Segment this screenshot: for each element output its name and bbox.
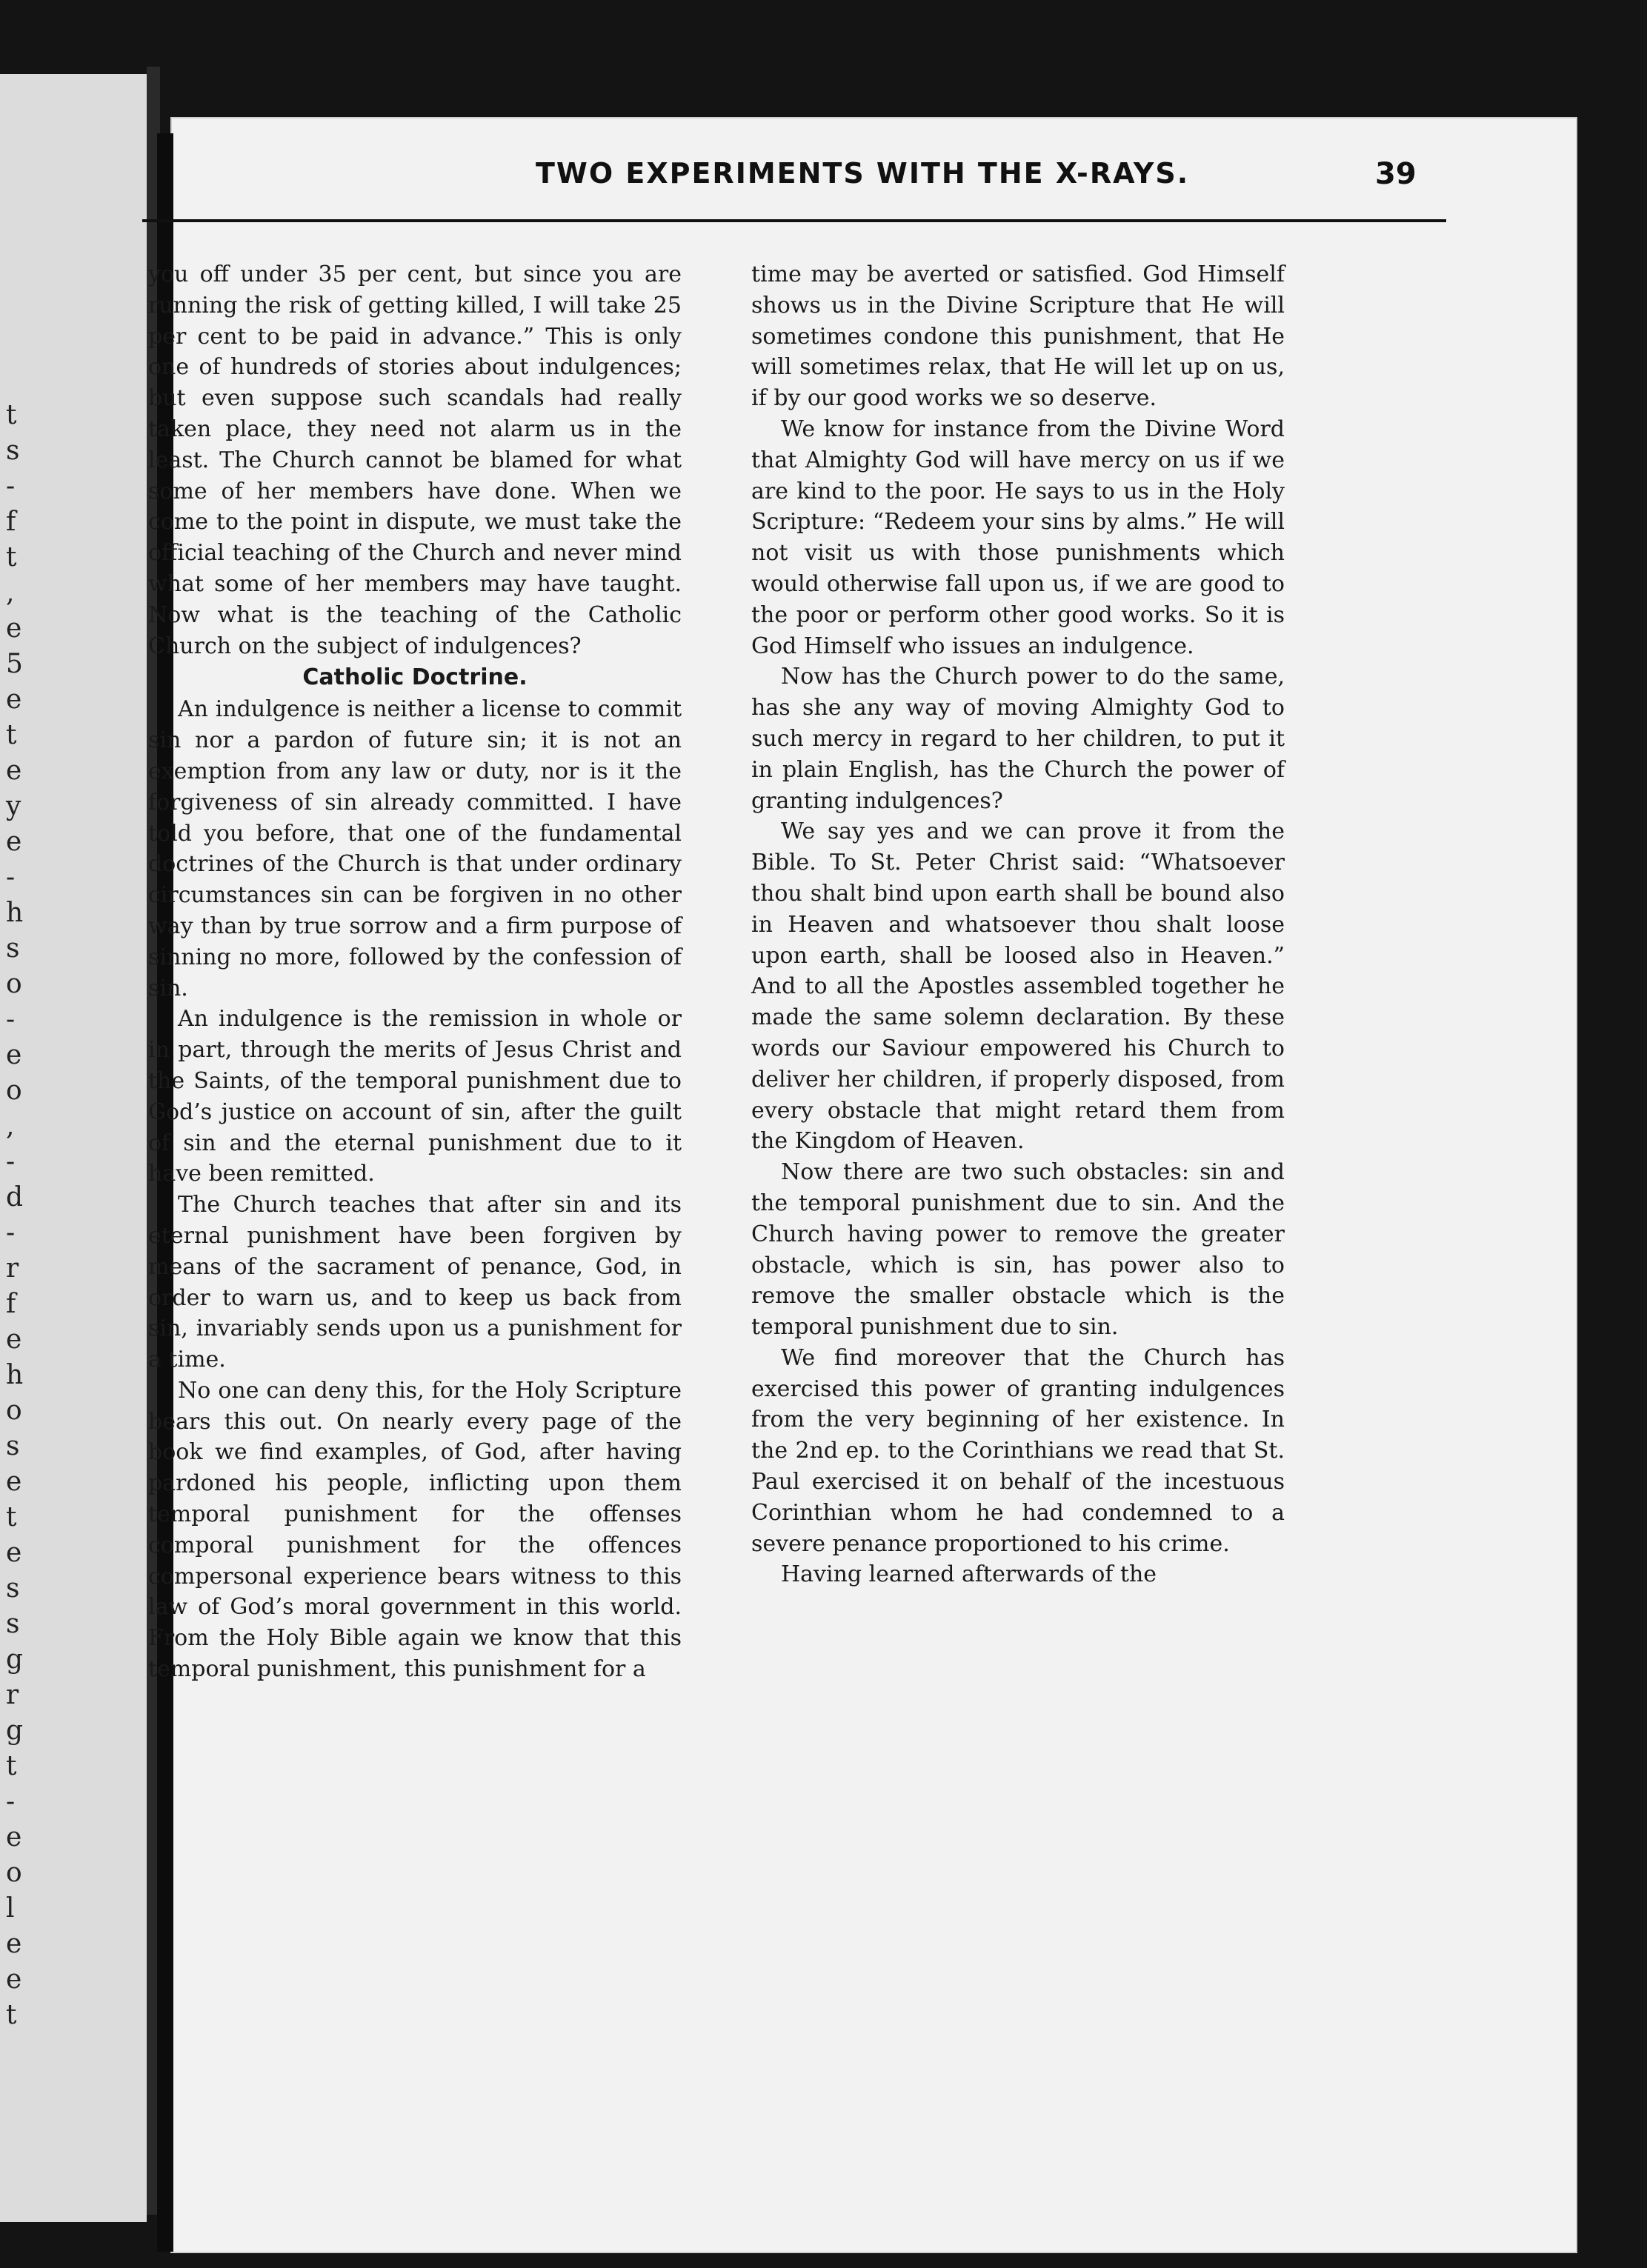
paragraph: The Church teaches that after sin and its eternal punishment have been forgiven by means of the sacrament of penance, God, in order to warn us, and to keep us back from sin, invariably sends upon us a punishment for a time. bbox=[148, 1192, 682, 1373]
margin-fragment-char: s bbox=[6, 1609, 20, 1639]
paragraph: No one can deny this, for the Holy Scripture bears this out. On nearly every page of the book we find examples, of God, after having pardoned his people, inflicting upon them temporal punishment for the offenses comporal punishment for the offences compersonal experience bears witness to this law of God’s moral government in this world. From the Holy Bible again we know that this temporal punishment, this punishment for a bbox=[148, 1377, 682, 1683]
margin-fragment-char: f bbox=[6, 507, 16, 537]
margin-fragment-char: - bbox=[6, 1787, 16, 1817]
margin-fragment-char: e bbox=[6, 684, 22, 715]
margin-fragment-char: e bbox=[6, 827, 22, 857]
margin-fragment-char: h bbox=[6, 1360, 24, 1390]
margin-fragment-char: - bbox=[6, 471, 16, 501]
margin-fragment-char: - bbox=[6, 1218, 16, 1248]
margin-fragment-char: , bbox=[6, 1111, 15, 1141]
margin-fragment-char: t bbox=[6, 720, 17, 750]
margin-fragment-char: e bbox=[6, 1822, 22, 1852]
margin-fragment-char: o bbox=[6, 1858, 22, 1888]
page-number: 39 bbox=[1375, 157, 1417, 191]
margin-fragment-char: - bbox=[6, 1004, 16, 1035]
margin-fragment-char: o bbox=[6, 1395, 22, 1426]
margin-fragment-char: l bbox=[6, 1893, 15, 1924]
paragraph: Now there are two such obstacles: sin and the temporal punishment due to sin. And the Church having power to remove the greater obstacle, which is sin, has power also to remove the smaller obstacle which is the temporal punishment due to sin. bbox=[751, 1159, 1285, 1341]
paragraph: We find moreover that the Church has exercised this power of granting indulgences from the very beginning of her existence. In the 2nd ep. to the Corinthians we read that St. Paul exercised it on behalf of the incestuous Corinthian whom he had condemned to a severe penance proportioned to his crime. bbox=[751, 1344, 1285, 1557]
margin-fragment-char: g bbox=[6, 1644, 24, 1675]
margin-fragment-char: t bbox=[6, 400, 17, 430]
margin-fragment-char: f bbox=[6, 1289, 16, 1319]
margin-fragment-char: e bbox=[6, 1538, 22, 1568]
margin-fragment-char: - bbox=[6, 1147, 16, 1177]
margin-fragment-char: e bbox=[6, 1324, 22, 1355]
section-subheading: Catholic Doctrine. bbox=[302, 664, 528, 691]
margin-fragment-char: t bbox=[6, 542, 17, 573]
margin-fragment-char: 5 bbox=[6, 649, 23, 679]
adjacent-page-margin bbox=[0, 74, 147, 2222]
margin-fragment-char: s bbox=[6, 933, 20, 964]
margin-fragment-char: e bbox=[6, 1964, 22, 1995]
paragraph: time may be averted or satisfied. God Himself shows us in the Divine Scripture that He will sometimes condone this punishment, that He will sometimes relax, that He will let up on us, if by our good works we so deserve. bbox=[751, 261, 1285, 412]
paragraph: We say yes and we can prove it from the Bible. To St. Peter Christ said: “Whatsoever thou shalt bind upon earth shall be bound also in Heaven and whatsoever thou shalt loose upon earth, shall be loosed also in Heaven.” And to all the Apostles assembled together he made the same solemn declaration. By these words our Saviour empowered his Church to deliver her children, if properly disposed, from every obstacle that might retard them from the Kingdom of Heaven. bbox=[751, 818, 1285, 1155]
margin-fragment-char: s bbox=[6, 1431, 20, 1461]
paragraph: Now has the Church power to do the same, has she any way of moving Almighty God to such mercy in regard to her children, to put it in plain English, has the Church the power of granting indulgences? bbox=[751, 664, 1285, 814]
margin-fragment-char: o bbox=[6, 969, 22, 999]
margin-fragment-char: d bbox=[6, 1182, 24, 1213]
margin-fragment-char: e bbox=[6, 1929, 22, 1959]
paragraph: Having learned afterwards of the bbox=[781, 1561, 1157, 1588]
margin-fragment-char: r bbox=[6, 1680, 19, 1710]
margin-fragment-char: , bbox=[6, 578, 15, 608]
margin-fragment-char: y bbox=[6, 791, 21, 821]
left-text-column bbox=[148, 259, 682, 1685]
margin-fragment-char: s bbox=[6, 1573, 20, 1604]
margin-fragment-char: t bbox=[6, 2000, 17, 2030]
margin-fragment-char: e bbox=[6, 1467, 22, 1497]
header-rule bbox=[142, 219, 1446, 222]
margin-fragment-char: r bbox=[6, 1253, 19, 1284]
margin-fragment-char: e bbox=[6, 613, 22, 644]
margin-fragment-char: o bbox=[6, 1075, 22, 1106]
margin-fragment-char: e bbox=[6, 1040, 22, 1070]
paragraph: An indulgence is neither a license to commit sin nor a pardon of future sin; it is not an exemption from any law or duty, nor is it the forgiveness of sin already committed. I have told you before, that one of the fundamental doctrines of the Church is that under ordinary circumstances sin can be forgiven in no other way than by true sorrow and a firm purpose of sinning no more, followed by the confession of sin. bbox=[148, 696, 682, 1001]
margin-fragment-char: - bbox=[6, 862, 16, 893]
margin-fragment-char: e bbox=[6, 756, 22, 786]
paragraph: you off under 35 per cent, but since you are running the risk of getting killed, I will take 25 per cent to be paid in advance.” This is only one of hundreds of stories about indulgences; but even suppose such scandals had really taken place, they need not alarm us in the least. The Church cannot be blamed for what some of her members have done. When we come to the point in dispute, we must take the official teaching of the Church and never mind what some of her members may have taught. Now what is the teaching of the Catholic Church on the subject of indulgences? bbox=[148, 261, 682, 659]
paragraph: We know for instance from the Divine Word that Almighty God will have mercy on us if we are kind to the poor. He says to us in the Holy Scripture: “Redeem your sins by alms.” He will not visit us with those punishments which would otherwise fall upon us, if we are good to the poor or perform other good works. So it is God Himself who issues an indulgence. bbox=[751, 416, 1285, 659]
paragraph: An indulgence is the remission in whole or in part, through the merits of Jesus Christ and the Saints, of the temporal punishment due to God’s justice on account of sin, after the guilt of sin and the eternal punishment due to it have been remitted. bbox=[148, 1006, 682, 1187]
running-title: TWO EXPERIMENTS WITH THE X-RAYS. bbox=[536, 157, 1190, 190]
margin-fragment-char: s bbox=[6, 436, 20, 466]
margin-fragment-char: t bbox=[6, 1502, 17, 1532]
margin-fragment-char: g bbox=[6, 1715, 24, 1746]
page-header bbox=[142, 157, 1446, 201]
margin-fragment-char: h bbox=[6, 898, 24, 928]
margin-fragment-char: t bbox=[6, 1751, 17, 1781]
right-text-column bbox=[751, 259, 1285, 1590]
